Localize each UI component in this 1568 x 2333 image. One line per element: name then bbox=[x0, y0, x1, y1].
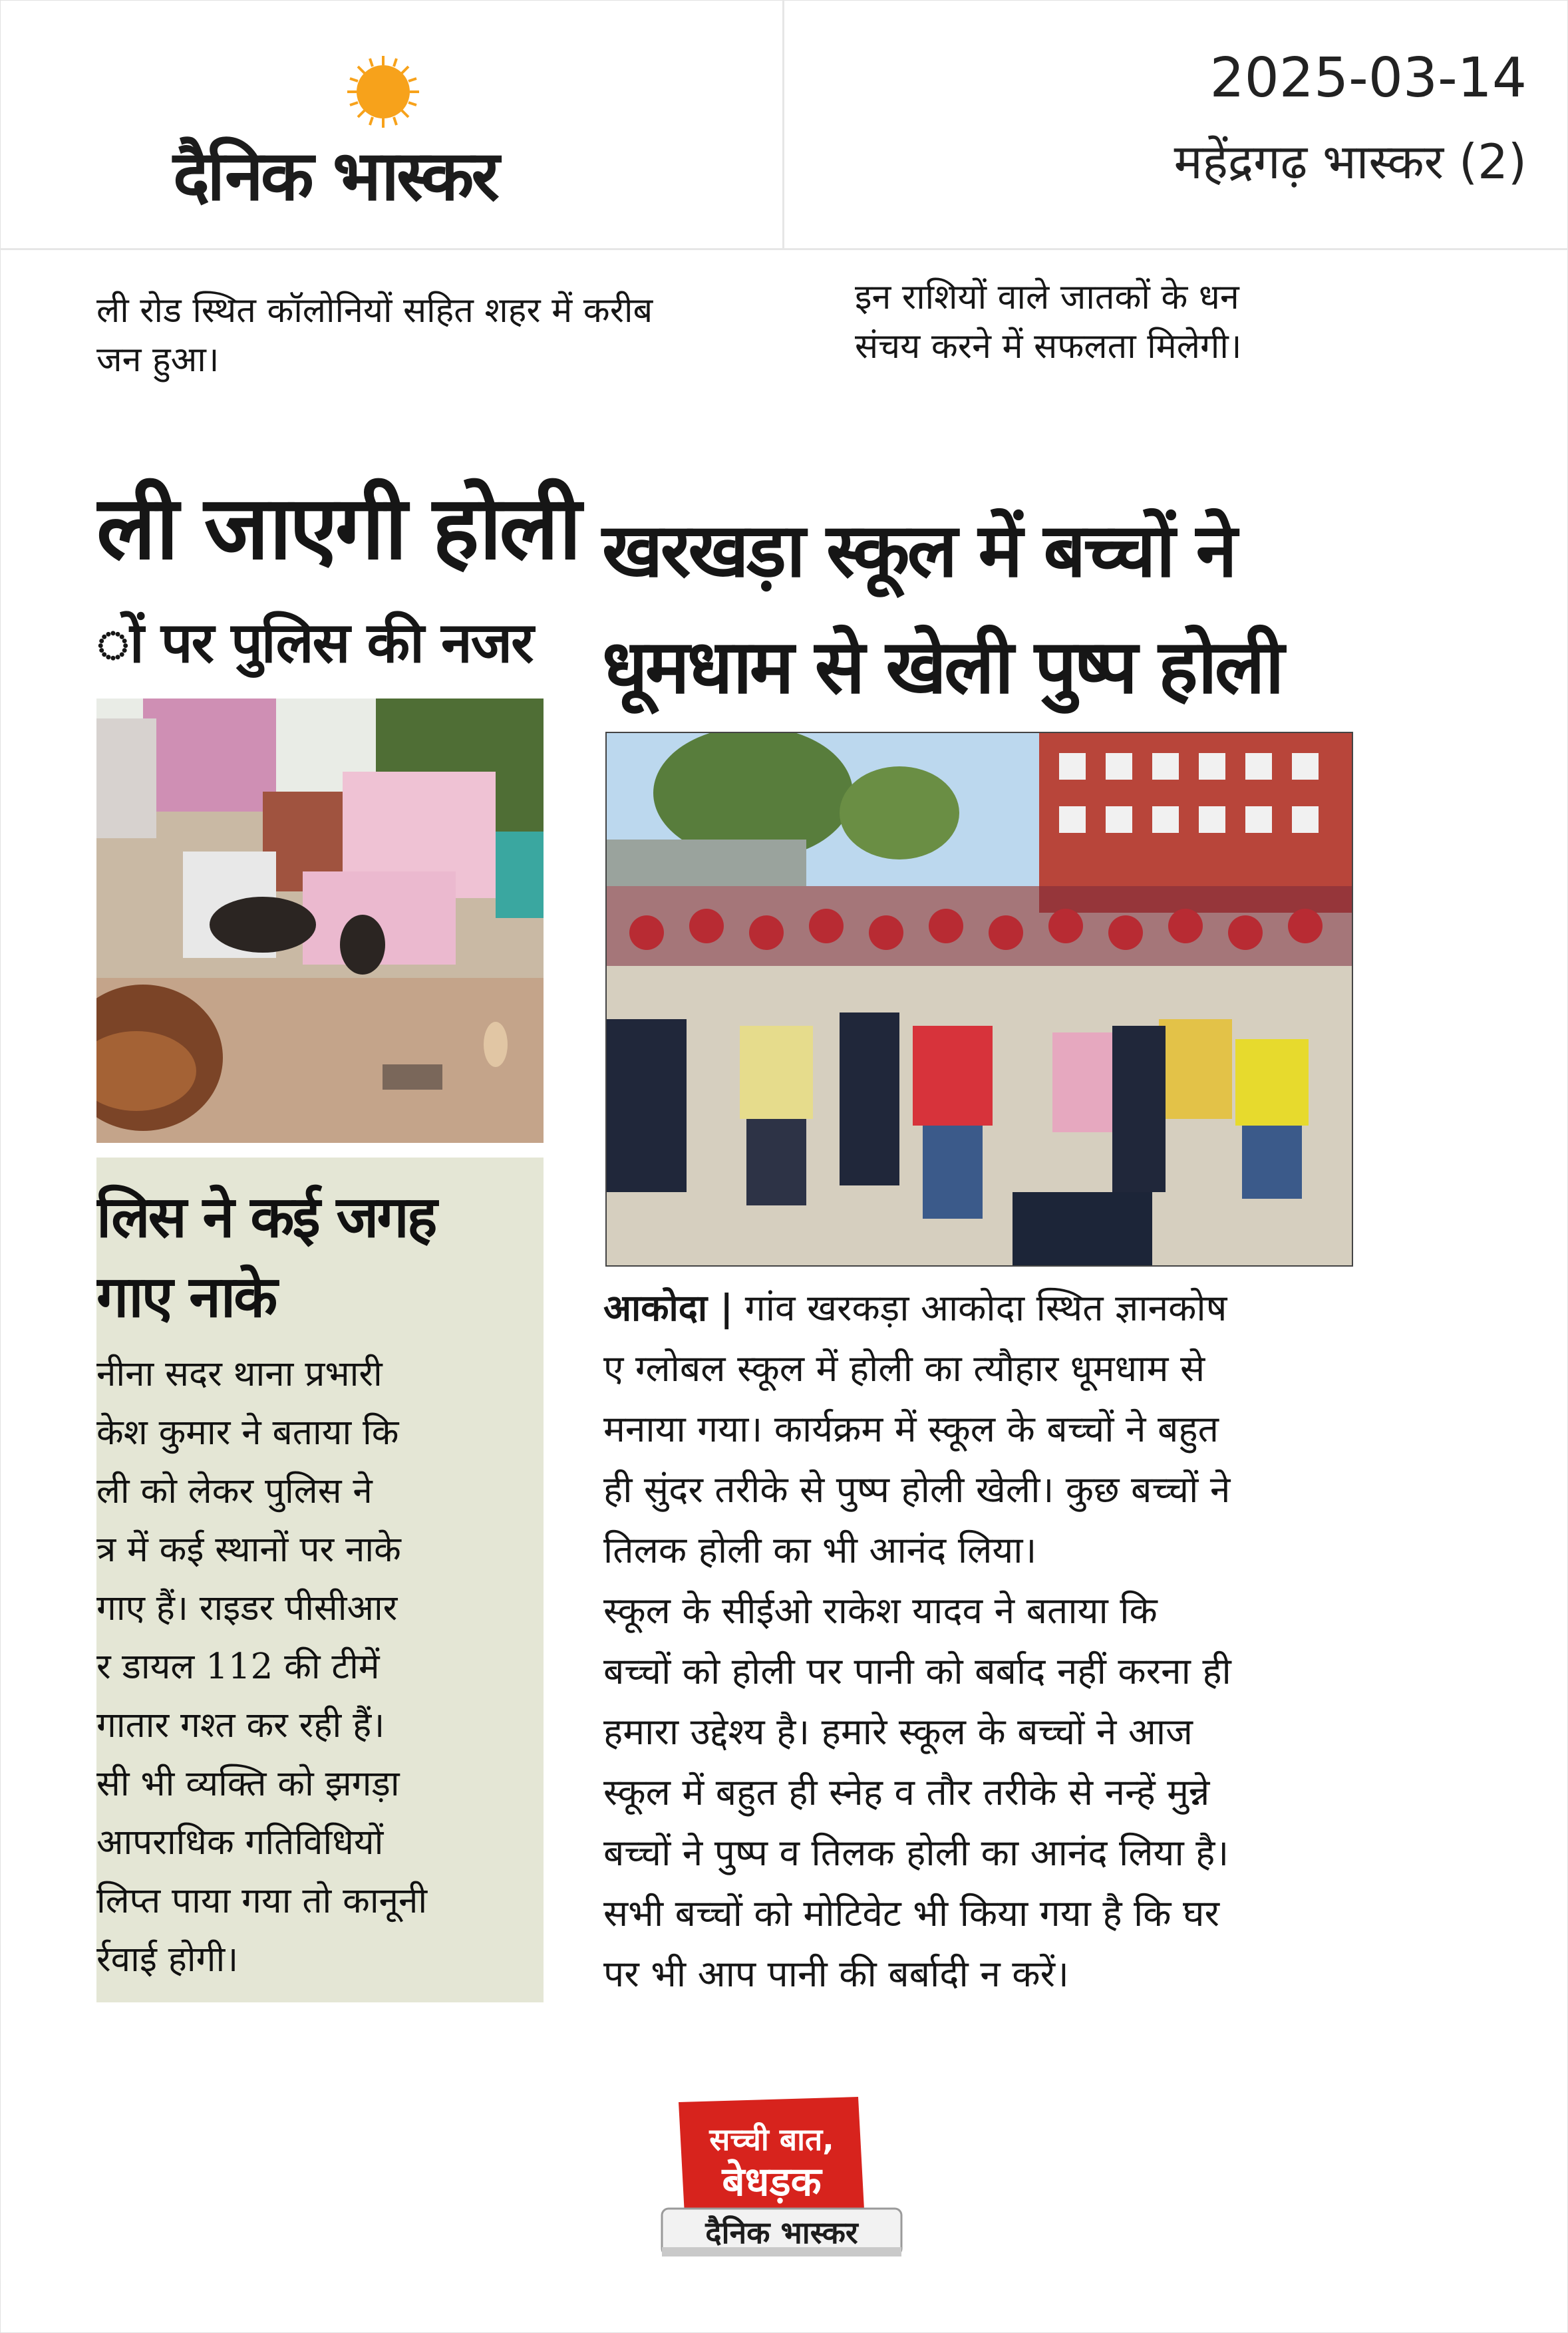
headline-line: धूमधाम से खेली पुष्प होली bbox=[602, 623, 1282, 710]
edition-name: महेंद्रगढ़ भास्कर (2) bbox=[1174, 134, 1527, 190]
text-line: स्कूल के सीईओ राकेश यादव ने बताया कि bbox=[603, 1589, 1158, 1632]
brand-name: दैनिक भास्कर bbox=[173, 135, 497, 216]
tagline-line-1: सच्ची बात, bbox=[709, 2121, 834, 2157]
left-news-box bbox=[96, 1158, 544, 2002]
text-line: संचय करने में सफलता मिलेगी। bbox=[855, 327, 1242, 367]
text-line: ही सुंदर तरीके से पुष्प होली खेली। कुछ बच्चों ने bbox=[603, 1468, 1231, 1511]
school-holi-photo bbox=[605, 732, 1353, 1267]
tagline-line-2: बेधड़क bbox=[722, 2159, 822, 2205]
brand-logo bbox=[173, 53, 599, 216]
text-line: ली रोड स्थित कॉलोनियों सहित शहर में करीब bbox=[96, 291, 653, 331]
right-article-body bbox=[603, 1277, 1355, 2004]
text-line: सभी बच्चों को मोटिवेट भी किया गया है कि घर bbox=[603, 1892, 1219, 1935]
text-line: ली को लेकर पुलिस ने bbox=[96, 1471, 373, 1511]
footer-brand-name: दैनिक भास्कर bbox=[705, 2215, 858, 2251]
text-line: नीना सदर थाना प्रभारी bbox=[96, 1354, 383, 1394]
text-line: बच्चों को होली पर पानी को बर्बाद नहीं करना ही bbox=[603, 1650, 1231, 1692]
left-box-body bbox=[96, 1345, 427, 1989]
street-photo bbox=[96, 699, 544, 1143]
right-headline bbox=[602, 492, 1282, 725]
text-line: इन राशियों वाले जातकों के धन bbox=[855, 277, 1239, 317]
text-line: लिप्त पाया गया तो कानूनी bbox=[96, 1881, 428, 1921]
text-line: बच्चों ने पुष्प व तिलक होली का आनंद लिया है। bbox=[603, 1831, 1229, 1874]
text-line: तिलक होली का भी आनंद लिया। bbox=[603, 1529, 1037, 1571]
text-line: स्कूल में बहुत ही स्नेह व तौर तरीके से नन्हें मुन्ने bbox=[603, 1771, 1210, 1813]
text-line-content: गांव खरकड़ा आकोदा स्थित ज्ञानकोष bbox=[744, 1287, 1227, 1329]
text-line: हमारा उद्देश्य है। हमारे स्कूल के बच्चों ने आज bbox=[603, 1710, 1193, 1753]
header bbox=[0, 0, 1568, 250]
text-line bbox=[603, 1277, 1355, 1338]
text-line: र डायल 112 की टीमें bbox=[96, 1646, 380, 1687]
text-line: पर भी आप पानी की बर्बादी न करें। bbox=[603, 1952, 1069, 1995]
top-right-snippet bbox=[855, 273, 1242, 371]
text-line: ए ग्लोबल स्कूल में होली का त्यौहार धूमधाम से bbox=[603, 1347, 1205, 1390]
newspaper-clipping bbox=[96, 273, 1427, 2056]
text-line: गाए हैं। राइडर पीसीआर bbox=[96, 1588, 398, 1629]
text-line: गातार गश्त कर रही हैं। bbox=[96, 1705, 385, 1746]
heading-line: लिस ने कई जगह bbox=[96, 1183, 436, 1251]
text-line: मनाया गया। कार्यक्रम में स्कूल के बच्चों ने बहुत bbox=[603, 1408, 1219, 1450]
text-line: आपराधिक गतिविधियों bbox=[96, 1822, 384, 1863]
header-divider bbox=[782, 0, 784, 248]
heading-line: गाए नाके bbox=[96, 1263, 276, 1330]
sun-icon bbox=[345, 53, 422, 130]
text-line: त्र में कई स्थानों पर नाके bbox=[96, 1529, 401, 1570]
left-headline: ली जाएगी होली bbox=[96, 476, 579, 579]
top-left-snippet bbox=[96, 286, 653, 385]
text-line: सी भी व्यक्ति को झगड़ा bbox=[96, 1764, 400, 1804]
text-line: र्रवाई होगी। bbox=[96, 1939, 239, 1980]
left-subheadline: ों पर पुलिस की नजर bbox=[96, 609, 533, 675]
text-line: केश कुमार ने बताया कि bbox=[96, 1412, 399, 1453]
left-box-heading bbox=[96, 1177, 435, 1337]
dateline: आकोदा | bbox=[603, 1286, 734, 1329]
text-line: जन हुआ। bbox=[96, 340, 220, 380]
headline-line: खरखड़ा स्कूल में बच्चों ने bbox=[602, 507, 1235, 594]
publication-date: 2025-03-14 bbox=[1209, 47, 1527, 110]
footer-tagline-logo bbox=[659, 2096, 905, 2275]
